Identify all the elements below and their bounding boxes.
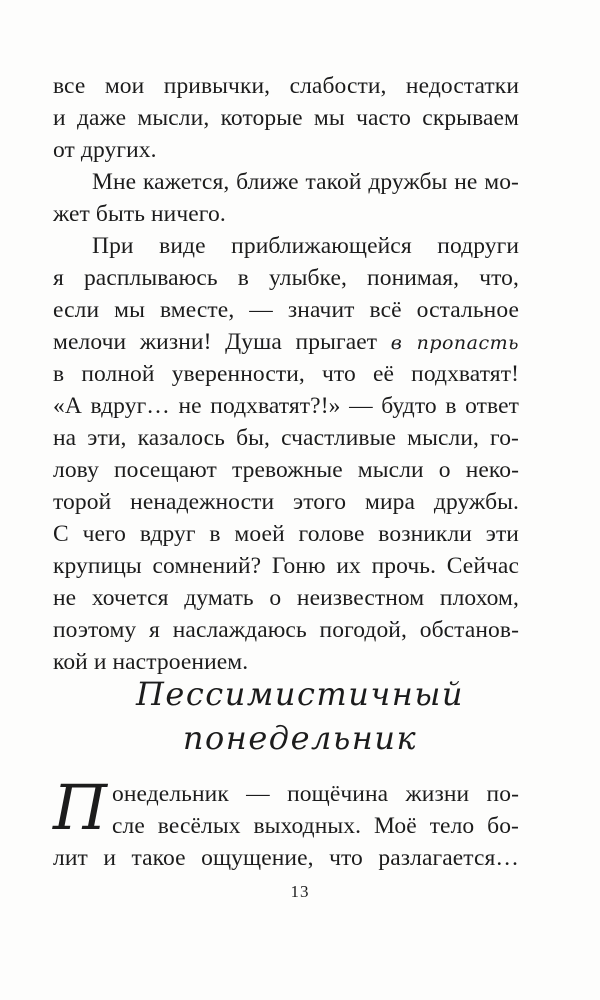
text-segment: мелочи жизни! Душа прыгает — [53, 329, 391, 355]
page-number: 13 — [290, 882, 310, 901]
emphasis-text: в пропасть — [390, 332, 519, 354]
chapter-title-line: Пессимистичный — [136, 675, 464, 713]
text-line: При виде приближающейся подруги — [92, 233, 519, 259]
text-line: жет быть ничего. — [53, 201, 226, 227]
text-line: С чего вдруг в моей голове возникли эти — [53, 521, 519, 547]
text-line: лит и такое ощущение, что разлагается… — [53, 845, 519, 871]
text-line: онедельник — пощёчина жизни по- — [112, 781, 519, 807]
text-line: все мои привычки, слабости, недостатки — [53, 73, 519, 99]
text-line: кой и настроением. — [53, 649, 249, 675]
text-line: «А вдруг… не подхватят?!» — будто в ответ — [53, 393, 519, 419]
text-line: в полной уверенности, что её подхватят! — [53, 361, 519, 387]
text-line: не хочется думать о неизвестном плохом, — [53, 585, 519, 611]
text-line: и даже мысли, которые мы часто скрываем — [53, 105, 519, 131]
text-line-with-emphasis — [53, 326, 519, 358]
drop-cap: П — [53, 771, 108, 844]
text-line: сле весёлых выходных. Моё тело бо- — [112, 813, 519, 839]
chapter-title-line: понедельник — [182, 719, 418, 757]
text-line: торой ненадежности этого мира дружбы. — [53, 489, 519, 515]
text-line: на эти, казалось бы, счастливые мысли, го- — [53, 425, 519, 451]
text-line: поэтому я наслаждаюсь погодой, обстанов- — [53, 617, 519, 643]
text-line: если мы вместе, — значит всё остальное — [53, 297, 519, 323]
text-line: от других. — [53, 137, 157, 163]
text-line: я расплываюсь в улыбке, понимая, что, — [53, 265, 519, 291]
text-line: лову посещают тревожные мысли о неко- — [53, 457, 519, 483]
text-line: крупицы сомнений? Гоню их прочь. Сейчас — [53, 553, 519, 579]
text-line: Мне кажется, ближе такой дружбы не мо- — [92, 169, 519, 195]
